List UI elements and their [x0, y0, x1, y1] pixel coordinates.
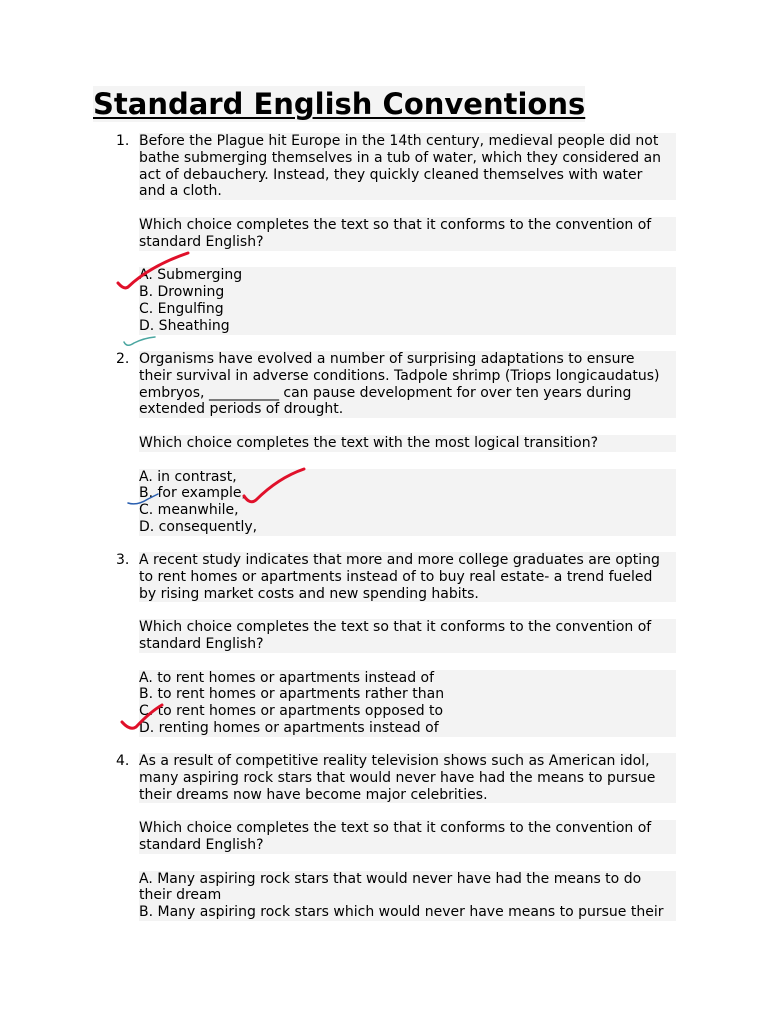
passage-line: bathe submerging themselves in a tub of water, which they considered an	[139, 150, 676, 167]
option-b: B. Many aspiring rock stars which would never have means to pursue their	[139, 904, 676, 921]
option-c: C. meanwhile,	[139, 502, 676, 519]
passage-line: As a result of competitive reality television shows such as American idol,	[139, 753, 676, 770]
option-d: D. Sheathing	[139, 318, 676, 335]
question-number: 2.	[116, 351, 130, 367]
prompt-line: Which choice completes the text so that it conforms to the convention of	[139, 217, 676, 234]
passage-line: their survival in adverse conditions. Tadpole shrimp (Triops longicaudatus)	[139, 368, 676, 385]
prompt-line: Which choice completes the text with the most logical transition?	[139, 435, 676, 452]
question-1	[116, 133, 676, 335]
prompt-line: Which choice completes the text so that it conforms to the convention of	[139, 619, 676, 636]
option-d: D. consequently,	[139, 519, 676, 536]
passage-line: many aspiring rock stars that would never have had the means to pursue	[139, 770, 676, 787]
option-c: C. to rent homes or apartments opposed to	[139, 703, 676, 720]
passage-line: extended periods of drought.	[139, 401, 676, 418]
option-b: B. to rent homes or apartments rather than	[139, 686, 676, 703]
passage-line: Before the Plague hit Europe in the 14th century, medieval people did not	[139, 133, 676, 150]
prompt-line: Which choice completes the text so that it conforms to the convention of	[139, 820, 676, 837]
question-number: 4.	[116, 753, 130, 769]
option-a-continued: their dream	[139, 887, 676, 904]
passage-line: act of debauchery. Instead, they quickly cleaned themselves with water	[139, 167, 676, 184]
passage-line: to rent homes or apartments instead of to buy real estate- a trend fueled	[139, 569, 676, 586]
question-3	[116, 552, 676, 737]
page-title: Standard English Conventions	[93, 87, 586, 121]
option-d: D. renting homes or apartments instead of	[139, 720, 676, 737]
option-a: A. to rent homes or apartments instead of	[139, 670, 676, 687]
passage-line: and a cloth.	[139, 183, 676, 200]
passage-line: by rising market costs and new spending habits.	[139, 586, 676, 603]
passage-line: A recent study indicates that more and more college graduates are opting	[139, 552, 676, 569]
passage-line: their dreams now have become major celebrities.	[139, 787, 676, 804]
question-number: 1.	[116, 133, 130, 149]
squiggle-q1-icon	[124, 337, 155, 345]
prompt-line: standard English?	[139, 837, 676, 854]
option-a: A. Many aspiring rock stars that would never have had the means to do	[139, 871, 676, 888]
option-b: B. Drowning	[139, 284, 676, 301]
question-number: 3.	[116, 552, 130, 568]
prompt-line: standard English?	[139, 234, 676, 251]
passage-line: embryos, __________ can pause development for over ten years during	[139, 385, 676, 402]
question-2	[116, 351, 676, 536]
passage-line: Organisms have evolved a number of surprising adaptations to ensure	[139, 351, 676, 368]
option-a: A. in contrast,	[139, 469, 676, 486]
option-b: B. for example,	[139, 485, 676, 502]
prompt-line: standard English?	[139, 636, 676, 653]
option-c: C. Engulfing	[139, 301, 676, 318]
question-4	[116, 753, 676, 921]
option-a: A. Submerging	[139, 267, 676, 284]
